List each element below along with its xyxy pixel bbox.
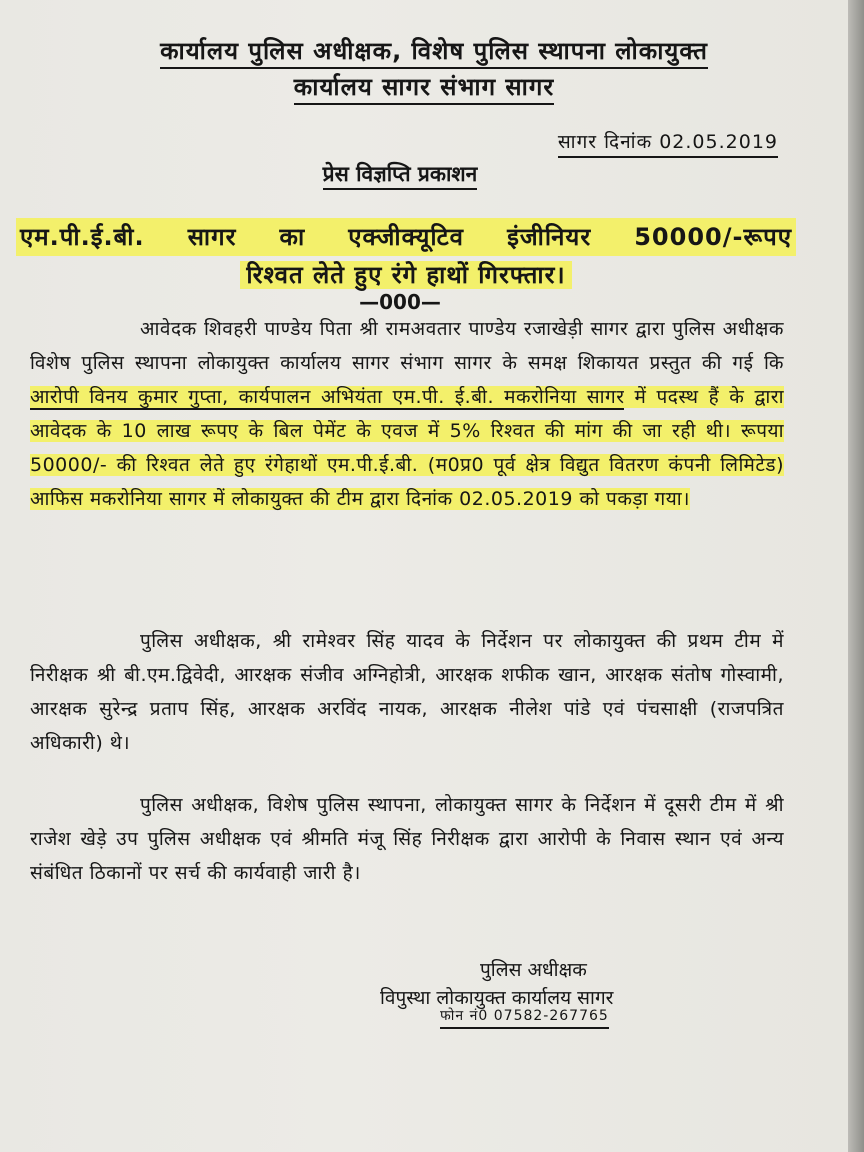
office-header-line2: कार्यालय सागर संभाग सागर	[0, 70, 848, 103]
separator: —000—	[359, 290, 441, 314]
paragraph-complaint-part1: आवेदक शिवहरी पाण्डेय पिता श्री रामअवतार पाण्डेय रजाखेड़ी सागर द्वारा पुलिस अधीक्षक विशेष पुलिस स्थापना लोकायुक्त कार्यालय सागर संभाग सागर के समक्ष शिकायत प्रस्तुत की गई कि	[30, 318, 784, 374]
headline	[16, 218, 796, 294]
headline-line1: एम.पी.ई.बी. सागर का एक्जीक्यूटिव इंजीनियर 50000/-रूपए	[16, 218, 796, 256]
office-header-line1: कार्यालय पुलिस अधीक्षक, विशेष पुलिस स्थापना लोकायुक्त	[10, 34, 858, 67]
background-edge	[848, 0, 864, 1152]
paragraph-complaint-highlight: में पदस्थ हैं के द्वारा आवेदक के 10 लाख रूपए के बिल पेमेंट के एवज में 5% रिश्वत की मांग की जा रही थी। रूपया 50000/- की रिश्वत लेते हुए रंगेहाथों एम.पी.ई.बी. (म0प्र0 पूर्व क्षेत्र विद्युत वितरण कंपनी लिमिटेड) आफिस मकरोनिया सागर में लोकायुक्त की टीम द्वारा दिनांक 02.05.2019 को पकड़ा गया।	[30, 386, 784, 510]
press-release-title: प्रेस विज्ञप्ति प्रकाशन	[0, 160, 800, 188]
signature-office: विपुस्था लोकायुक्त कार्यालय सागर	[380, 987, 614, 1009]
signature-title: पुलिस अधीक्षक	[480, 959, 587, 981]
paragraph-second-team: पुलिस अधीक्षक, विशेष पुलिस स्थापना, लोकायुक्त सागर के निर्देशन में दूसरी टीम में श्री राजेश खेड़े उप पुलिस अधीक्षक एवं श्रीमति मंजू सिंह निरीक्षक द्वारा आरोपी के निवास स्थान एवं अन्य संबंधित ठिकानों पर सर्च की कार्यवाही जारी है।	[30, 794, 784, 884]
headline-line2: रिश्वत लेते हुए रंगे हाथों गिरफ्तार।	[16, 256, 796, 294]
paragraph-complaint	[30, 312, 784, 516]
signature-phone: फोन नं0 07582-267765	[440, 1006, 609, 1029]
paragraph-first-team: पुलिस अधीक्षक, श्री रामेश्वर सिंह यादव के निर्देशन पर लोकायुक्त की प्रथम टीम में निरीक्षक श्री बी.एम.द्विवेदी, आरक्षक संजीव अग्निहोत्री, आरक्षक शफीक खान, आरक्षक संतोष गोस्वामी, आरक्षक सुरेन्द्र प्रताप सिंह, आरक्षक अरविंद नायक, आरक्षक नीलेश पांडे एवं पंचसाक्षी (राजपत्रित अधिकारी) थे।	[30, 630, 784, 754]
accused-highlight: आरोपी विनय कुमार गुप्ता, कार्यपालन अभियंता एम.पी. ई.बी. मकरोनिया सागर	[30, 386, 625, 408]
date-line: सागर दिनांक 02.05.2019	[558, 128, 778, 158]
